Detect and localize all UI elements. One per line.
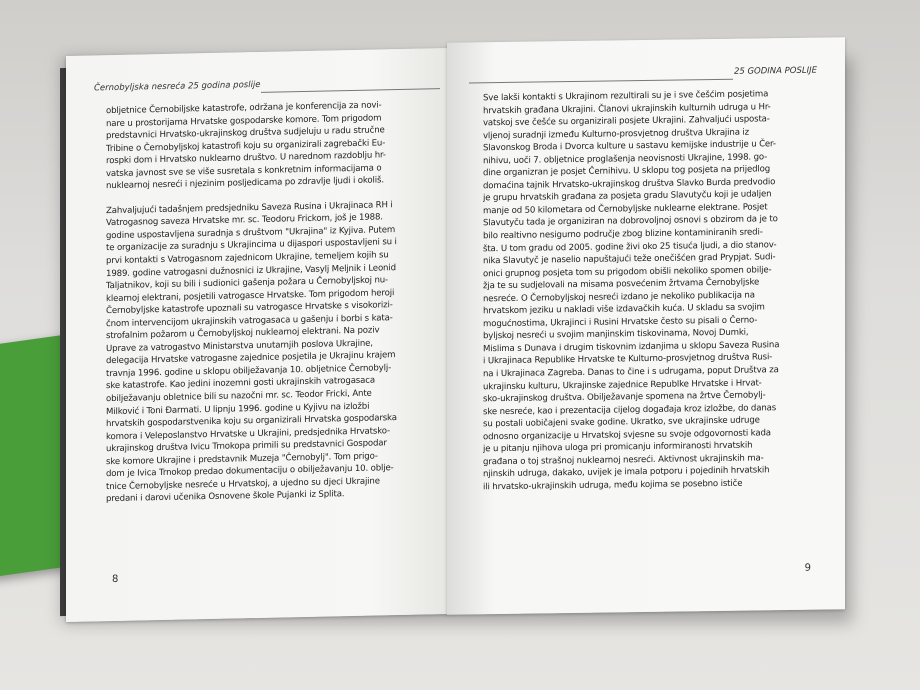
text-line: Taljatnikov, koji su bili i sudionici gašenja požara u Černobyljskoj nu-: [106, 275, 389, 292]
text-line: Černobyljske katastrofe upoznali su vatrogasce Hrvatske s visokorizi-: [106, 300, 393, 317]
text-line: vatska javnost sve se više susretala s konkretnim informacijama o: [106, 163, 382, 179]
text-line: tnice Černobyljske nesreće u Hrvatskoj, a ujedno su djeci Ukrajine: [106, 476, 380, 493]
text-line: i Ukrajinaca Republike Hrvatske te Kulturno-prosvjetnog društva Rusi-: [483, 352, 773, 367]
text-line: manje od 50 kilometara od Černobyljske nuklearne elektrane. Posjet: [483, 202, 768, 217]
text-line: Sve lakši kontakti s Ukrajinom rezultirali su je i sve češćim posjetima: [483, 89, 769, 104]
text-line: mogućnostima, Ukrajinci i Rusini Hrvatske često su pisali o Černo-: [483, 315, 758, 330]
page-number-left: 8: [112, 573, 119, 586]
text-line: Slavonskog Broda i Dvorca kulture u sastavu kemijske industrije u Čer-: [483, 139, 776, 154]
text-line: sko-ukrajinskog društva. Obilježavanje spomena na žrtve Černobylj-: [483, 390, 766, 405]
page-number-right: 9: [804, 562, 811, 574]
left-page-body: [106, 99, 418, 506]
text-line: prvi kontakti s Vatrogasnom zajednicom Ukrajine, temeljem kojih su: [106, 250, 389, 267]
text-line: komora i Veleposlanstvo Hrvatske u Ukrajini, predsjednika Hrvatsko-: [106, 425, 390, 442]
text-line: nesreće. O Černobyljskoj nesreći izdano je nekoliko publikacija na: [483, 290, 755, 305]
text-line: ili hrvatsko-ukrajinskih udruga, među kojima se posebno ističe: [483, 478, 743, 493]
text-line: žja te su sudjelovali na misama posvećenim žrtvama Černobyljske: [483, 277, 760, 292]
text-line: čnom intervencijom ukrajinskih vatrogasaca u gašenju i borbi s kata-: [106, 312, 393, 329]
left-page: [66, 48, 448, 622]
text-line: te organizacije za suradnju s Ukrajincima u dijaspori uspostavljeni su i: [106, 237, 397, 254]
text-line: nare u prostorijama Hrvatske gospodarske komore. Tom prigodom: [106, 112, 382, 129]
text-line: ske katastrofe. Kao jedini inozemni gosti ukrajinskih vatrogasaca: [106, 376, 375, 392]
text-line: hrvatskih gospodarstvenika koju su organizirali Hrvatska gospodarska: [106, 413, 397, 430]
text-line: onici grupnog posjeta tom su prigodom obišli nekoliko spomen obilje-: [483, 264, 772, 279]
right-page: [447, 37, 845, 615]
text-line: Zahvaljujući tadašnjem predsjedniku Saveza Rusina i Ukrajinaca RH i: [106, 199, 393, 216]
text-line: nihivu, uoči 7. obljetnice proglašenja neovisnosti Ukrajine, 1998. go-: [483, 152, 768, 167]
text-line: su postali uobičajeni svake godine. Ukratko, sve ukrajinske udruge: [483, 415, 760, 430]
text-line: Tribine o Černobyljskoj katastrofi koju su organizirali zagrebački Eu-: [106, 137, 386, 154]
text-line: byljskoj nesreći u svojim manjinskim tiskovinama, Novoj Dumki,: [483, 327, 749, 342]
text-line: odnosno organizacije u Hrvatskoj svjesne su svoje odgovornosti kada: [483, 428, 771, 443]
text-line: njinskih udruga, dakako, uvijek je imala potporu i pojedinih hrvatskih: [483, 465, 770, 480]
text-line: domaćina tajnik Hrvatsko-ukrajinskog društva Slavko Burda predvodio: [483, 177, 776, 192]
text-line: je u pitanju njihova uloga pri promicanju informiranosti hrvatskih: [483, 440, 753, 455]
text-line: nika Slavutyč je naselio napuštajući teže onečišćen grad Prypjat. Sudi-: [483, 252, 776, 267]
text-line: klearnoj elektrani, posjetili vatrogasce Hrvatske. Tom prigodom heroji: [106, 287, 395, 304]
text-line: godine uspostavljena suradnja s društvom "Ukrajina" iz Kyjiva. Putem: [106, 225, 396, 242]
text-line: dom je Ivica Trnokop predao dokumentaciju o obilježavanju 10. oblje-: [106, 463, 394, 480]
text-line: dine organizran je posjet Černihivu. U sklopu tog posjeta na prijedlog: [483, 164, 771, 179]
text-line: predani i darovi učenika Osnovene škole Pujanki iz Splita.: [106, 489, 345, 505]
text-line: rospki dom i Hrvatsko nuklearno društvo. U narednom razdoblju hr-: [106, 150, 386, 167]
text-line: ske komore Ukrajine i predstavnik Muzeja "Černobylj". Tom prigo-: [106, 451, 378, 467]
text-line: nuklearnoj nesreći i njezinim posljedicama po zdravlje ljudi i okoliš.: [106, 175, 384, 192]
text-line: Vatrogasnog saveza Hrvatske mr. sc. Teodoru Frickom, još je 1988.: [106, 212, 383, 229]
running-head-left: Černobyljska nesreća 25 godina poslije: [94, 79, 261, 94]
text-line: travnja 1996. godine u sklopu obilježavanja 10. obljetnice Černobylj-: [106, 363, 392, 380]
text-line: Mislima s Dunava i drugim tiskovnim izdanjima u sklopu Saveza Rusina: [483, 340, 780, 355]
text-line: Uprave za vatrogastvo Ministarstva unutarnjih poslova Ukrajine,: [106, 338, 373, 355]
text-line: je grupu hrvatskih građana za posjeta gradu Slavutyču koji je udaljen: [483, 189, 772, 204]
text-line: ukrajinskog društva Ivicu Trnokopa primili su predstavnici Gospodar: [106, 438, 387, 455]
right-page-body: [483, 88, 813, 494]
header-rule-right: [469, 79, 733, 84]
text-line: strofalnim požarom u Černobyljskoj nuklearnoj elektrani. Na poziv: [106, 325, 380, 342]
text-line: Slavutyču tada je organiziran na dobrovoljnoj osnovi s obzirom da je to: [483, 214, 778, 229]
text-line: obilježavanju obletnice bili su nazočni mr. sc. Teodor Fricki, Ante: [106, 388, 372, 405]
text-line: ske nesreće, kao i prezentacija cijelog događaja kroz izložbe, do danas: [483, 402, 777, 417]
text-line: predstavnici Hrvatsko-ukrajinskog društva sudjeluju u radu stručne: [106, 125, 385, 142]
running-head-right: 25 GODINA POSLIJE: [733, 65, 817, 77]
text-line: obljetnice Černobiljske katastrofe, održana je konferencija za novi-: [106, 100, 382, 117]
text-line: hrvatskih građana Ukrajini. Članovi ukrajinskih kulturnih udruga u Hr-: [483, 101, 771, 116]
text-line: na i Ukrajinaca Zagreba. Danas to čine i s udrugama, poput Društva za: [483, 365, 779, 380]
text-line: vljenoj suradnji između Kulturno-prosvjetnog društva Ukrajina iz: [483, 127, 750, 141]
text-line: Milković i Toni Đarmati. U lipnju 1996. godine u Kyjivu na izložbi: [106, 401, 370, 417]
text-line: hrvatskom jeziku u nakladi više izdavačkih kuća. U skladu sa svojim: [483, 302, 765, 317]
text-line: bilo realtivno nesigurno područje zbog blizine kontaminiranih sredi-: [483, 227, 763, 242]
text-line: ukrajinsku kulturu, Ukrajinske zajednice Republke Hrvatske i Hrvat-: [483, 377, 762, 392]
text-line: 1989. godine vatrogasni dužnosnici iz Ukrajine, Vasylj Meljnik i Leonid: [106, 262, 396, 279]
text-line: vatskoj sve češće su organizirali posjete Ukrajini. Zahvaljući usposta-: [483, 114, 770, 129]
header-rule-left: [261, 88, 440, 93]
text-line: šta. U tom gradu od 2005. godine živi oko 25 tisuća ljudi, a dio stanov-: [483, 239, 777, 254]
text-line: građana o toj strašnoj nuklearnoj nesreći. Aktivnost ukrajinskih ma-: [483, 453, 764, 468]
text-line: delegacija Hrvatske vatrogasne zajednice posjetila je Ukrajinu krajem: [106, 350, 396, 367]
